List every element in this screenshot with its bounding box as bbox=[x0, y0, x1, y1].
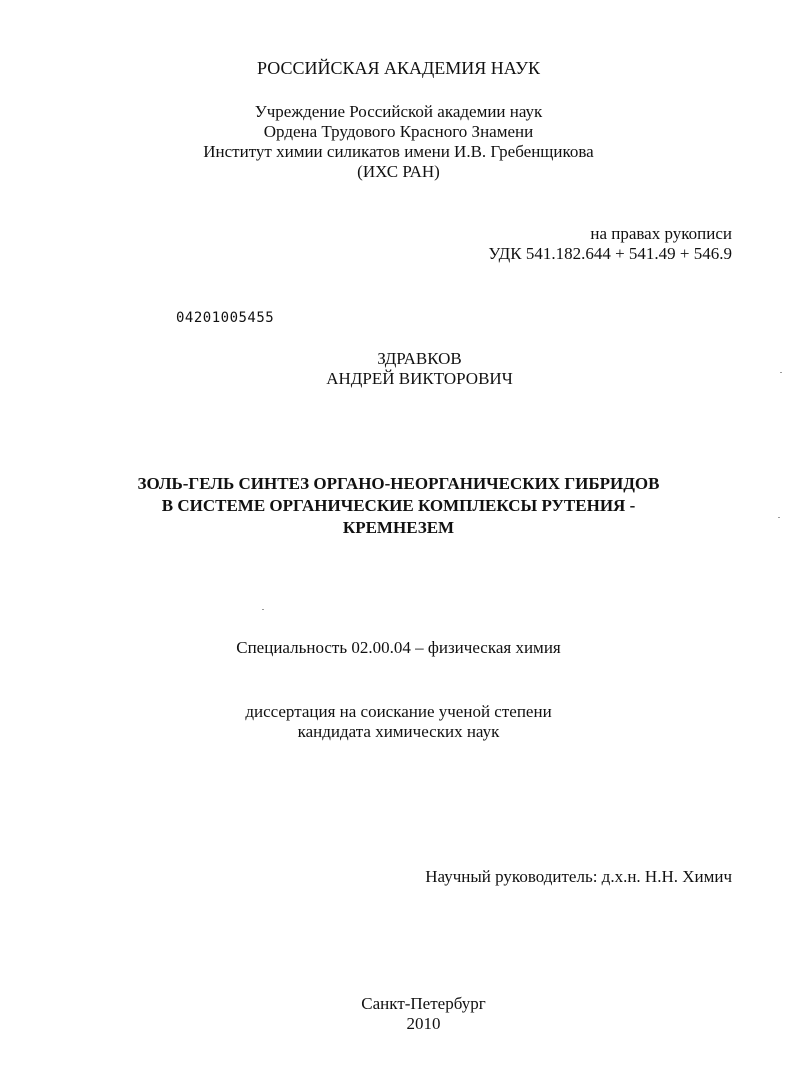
year: 2010 bbox=[406, 1014, 441, 1033]
degree-line-1: диссертация на соискание ученой степени bbox=[245, 702, 552, 721]
scan-speck bbox=[780, 372, 782, 373]
scan-speck bbox=[262, 609, 264, 610]
institution-line-2: Ордена Трудового Красного Знамени bbox=[263, 122, 534, 141]
degree-line-2: кандидата химических наук bbox=[297, 722, 500, 741]
institution-line-1: Учреждение Российской академии наук bbox=[254, 102, 543, 121]
institution-abbreviation: (ИХС РАН) bbox=[357, 162, 440, 181]
city: Санкт-Петербург bbox=[361, 994, 486, 1013]
academy-name: РОССИЙСКАЯ АКАДЕМИЯ НАУК bbox=[257, 58, 540, 78]
specialty: Специальность 02.00.04 – физическая химия bbox=[236, 638, 561, 657]
dissertation-title-line-1: ЗОЛЬ-ГЕЛЬ СИНТЕЗ ОРГАНО-НЕОРГАНИЧЕСКИХ ГИБРИДОВ bbox=[137, 474, 660, 493]
author-surname: ЗДРАВКОВ bbox=[377, 349, 462, 368]
scientific-supervisor: Научный руководитель: д.х.н. Н.Н. Химич bbox=[425, 867, 732, 886]
manuscript-rights: на правах рукописи bbox=[590, 224, 732, 243]
scan-speck bbox=[778, 517, 780, 518]
author-given-names: АНДРЕЙ ВИКТОРОВИЧ bbox=[326, 369, 513, 388]
dissertation-title-line-2: В СИСТЕМЕ ОРГАНИЧЕСКИЕ КОМПЛЕКСЫ РУТЕНИЯ - bbox=[161, 496, 636, 515]
dissertation-title-line-3: КРЕМНЕЗЕМ bbox=[342, 518, 455, 537]
stamp-number: 04201005455 bbox=[176, 310, 275, 326]
institution-line-3: Институт химии силикатов имени И.В. Гребенщикова bbox=[203, 142, 594, 161]
udc-code: УДК 541.182.644 + 541.49 + 546.9 bbox=[488, 244, 732, 263]
